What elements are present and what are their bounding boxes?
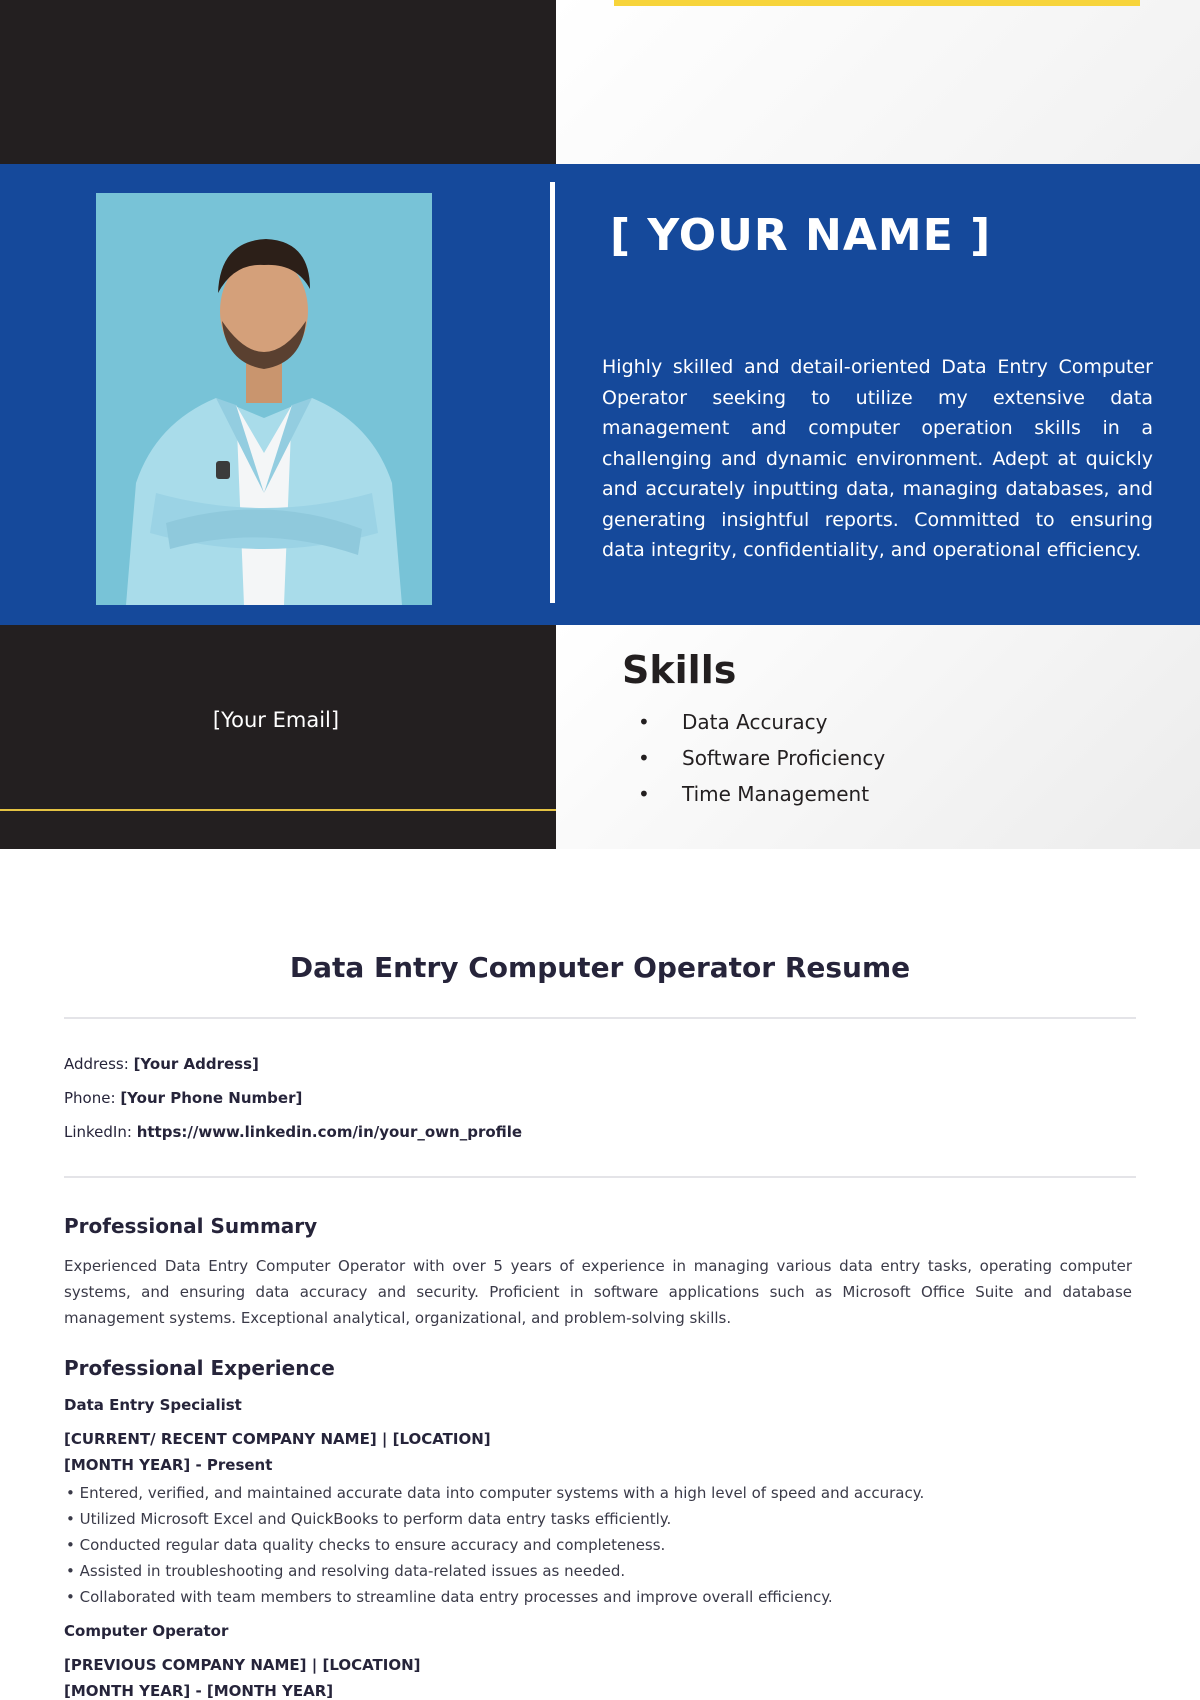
skill-label: Software Proficiency: [682, 746, 886, 770]
contact-linkedin: [64, 1123, 522, 1141]
banner-dark-bottom-block: [0, 625, 556, 849]
summary-paragraph: Experienced Data Entry Computer Operator with over 5 years of experience in managing various data entry tasks, operating computer systems, and ensuring data accuracy and security. Proficient in software applications such as Microsoft Office Suite and database management systems. Exceptional analytical, organizational, and problem-solving skills.: [64, 1257, 1132, 1327]
bullet-icon: •: [638, 710, 650, 734]
contact-label: Phone:: [64, 1089, 116, 1107]
contact-value: https://www.linkedin.com/in/your_own_profile: [136, 1123, 523, 1141]
vertical-divider: [550, 182, 555, 603]
section-divider: [64, 1176, 1136, 1178]
skills-list: [634, 707, 885, 815]
email-text: [Your Email]: [212, 708, 340, 732]
contact-value: [Your Phone Number]: [120, 1089, 303, 1107]
skill-label: Time Management: [682, 782, 870, 806]
contact-label: LinkedIn:: [64, 1123, 132, 1141]
contact-phone: [64, 1089, 302, 1107]
banner-summary: Highly skilled and detail-oriented Data Entry Computer Operator seeking to utilize my extensive data management and computer operation skills in a challenging and dynamic environment. Adept at quickly and accurately inputting data, managing databases, and generating insightful reports. Committed to ensuring data integrity, confidentiality, and operational efficiency.: [602, 356, 1153, 561]
job-title: Data Entry Specialist: [64, 1396, 242, 1414]
bullet-icon: •: [638, 782, 650, 806]
contact-label: Address:: [64, 1055, 129, 1073]
job-company: [PREVIOUS COMPANY NAME] | [LOCATION]: [64, 1656, 421, 1674]
list-item: • Utilized Microsoft Excel and QuickBooks to perform data entry tasks efficiently.: [66, 1510, 672, 1528]
profile-photo: [96, 193, 432, 605]
yellow-accent-bar: [614, 0, 1140, 6]
banner-light-top-block: [556, 0, 1200, 164]
resume-banner: [0, 0, 1200, 849]
contact-value: [Your Address]: [133, 1055, 259, 1073]
list-item: [634, 779, 885, 815]
job-dates: [MONTH YEAR] - [MONTH YEAR]: [64, 1682, 334, 1700]
list-item: • Entered, verified, and maintained accurate data into computer systems with a high level of speed and accuracy.: [66, 1484, 925, 1502]
job-bullets: [66, 1480, 924, 1610]
person-portrait-icon: [96, 193, 432, 605]
skill-label: Data Accuracy: [682, 710, 828, 734]
summary-heading: Professional Summary: [64, 1214, 318, 1238]
list-item: • Collaborated with team members to streamline data entry processes and improve overall efficiency.: [66, 1588, 833, 1606]
job-dates: [MONTH YEAR] - Present: [64, 1456, 273, 1474]
experience-heading: Professional Experience: [64, 1356, 335, 1380]
bullet-icon: •: [638, 746, 650, 770]
contact-address: [64, 1055, 259, 1073]
candidate-name: [ YOUR NAME ]: [610, 210, 992, 261]
list-item: • Conducted regular data quality checks to ensure accuracy and completeness.: [66, 1536, 666, 1554]
list-item: [634, 707, 885, 743]
list-item: • Assisted in troubleshooting and resolving data-related issues as needed.: [66, 1562, 626, 1580]
job-company: [CURRENT/ RECENT COMPANY NAME] | [LOCATION]: [64, 1430, 491, 1448]
section-divider: [64, 1017, 1136, 1019]
skills-heading: Skills: [622, 648, 737, 692]
yellow-accent-line: [0, 809, 556, 811]
list-item: [634, 743, 885, 779]
document-title: Data Entry Computer Operator Resume: [289, 951, 911, 984]
banner-dark-top-block: [0, 0, 556, 164]
job-title: Computer Operator: [64, 1622, 229, 1640]
